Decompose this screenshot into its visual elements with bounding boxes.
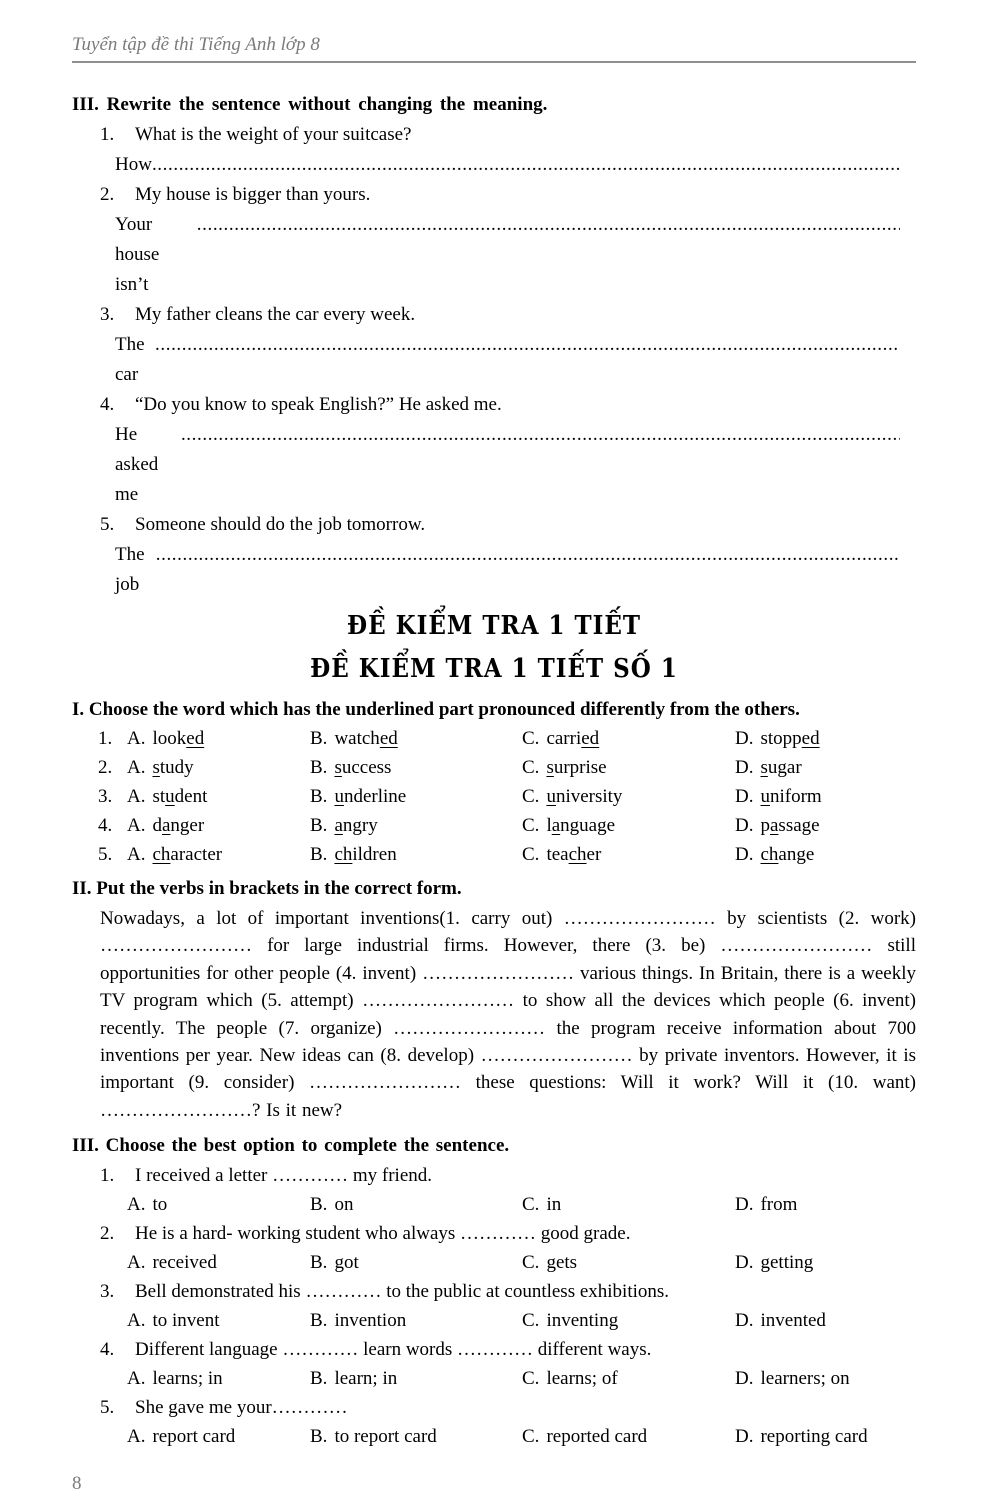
page-number: 8 bbox=[72, 1473, 82, 1495]
pronunciation-option bbox=[735, 811, 916, 840]
option-word: teacher bbox=[546, 844, 602, 865]
question-stem: Different language ………… learn words ………… different ways. bbox=[135, 1339, 652, 1361]
question-number: 4. bbox=[98, 815, 113, 836]
answer-line bbox=[115, 540, 900, 600]
answer-line bbox=[115, 330, 900, 390]
mcq-question bbox=[72, 1393, 916, 1451]
option-text: from bbox=[760, 1194, 798, 1216]
mcq-option bbox=[522, 1306, 735, 1335]
pronunciation-row bbox=[98, 782, 916, 811]
option-text: received bbox=[152, 1252, 217, 1274]
option-label: C. bbox=[522, 1426, 540, 1448]
option-text: reported card bbox=[546, 1426, 648, 1448]
pronunciation-option bbox=[127, 724, 310, 753]
option-label: C. bbox=[522, 1310, 540, 1332]
option-label: C. bbox=[522, 844, 540, 865]
question-stem-line bbox=[72, 1277, 916, 1306]
option-word: study bbox=[152, 757, 194, 778]
option-text: learns; of bbox=[546, 1368, 618, 1390]
question-sentence: My father cleans the car every week. bbox=[135, 304, 416, 325]
question-stem-line bbox=[72, 1161, 916, 1190]
pronunciation-row bbox=[98, 811, 916, 840]
test-title: ĐỀ KIỂM TRA 1 TIẾT bbox=[347, 610, 641, 641]
dotted-leader bbox=[152, 150, 900, 180]
option-label: D. bbox=[735, 757, 754, 778]
dotted-leader bbox=[155, 330, 900, 390]
question-number: 4. bbox=[100, 394, 115, 415]
mcq-option bbox=[310, 1306, 522, 1335]
question-number: 5. bbox=[98, 844, 113, 865]
rewrite-section bbox=[72, 90, 916, 600]
option-text: invention bbox=[334, 1310, 407, 1332]
option-label: C. bbox=[522, 1252, 540, 1274]
option-label: A. bbox=[127, 757, 146, 778]
book-title: Tuyển tập đề thi Tiếng Anh lớp 8 bbox=[72, 34, 320, 55]
pronunciation-option bbox=[127, 782, 310, 811]
options-row bbox=[127, 1306, 916, 1335]
option-text: got bbox=[334, 1252, 359, 1274]
mcq-question bbox=[72, 1161, 916, 1219]
option-word: character bbox=[152, 844, 223, 865]
option-text: report card bbox=[152, 1426, 236, 1448]
pronunciation-option bbox=[735, 782, 916, 811]
rewrite-item bbox=[72, 180, 916, 210]
pronunciation-option bbox=[127, 753, 310, 782]
option-label: B. bbox=[310, 757, 328, 778]
option-word: angry bbox=[334, 815, 378, 836]
option-word: passage bbox=[760, 815, 820, 836]
dotted-leader bbox=[156, 540, 900, 600]
option-label: D. bbox=[735, 786, 754, 807]
pronunciation-option bbox=[735, 753, 916, 782]
question-number: 3. bbox=[100, 1281, 115, 1303]
rewrite-item bbox=[72, 120, 916, 150]
options-row bbox=[127, 1190, 916, 1219]
question-number: 3. bbox=[98, 786, 113, 807]
question-number: 3. bbox=[100, 304, 115, 325]
pronunciation-option bbox=[127, 840, 310, 869]
question-stem: She gave me your………… bbox=[135, 1397, 348, 1419]
option-label: D. bbox=[735, 1310, 754, 1332]
mcq-option bbox=[310, 1248, 522, 1277]
verbs-section bbox=[72, 874, 916, 1124]
answer-stem: How bbox=[115, 154, 152, 175]
option-label: A. bbox=[127, 1194, 146, 1216]
option-word: success bbox=[334, 757, 392, 778]
option-label: C. bbox=[522, 728, 540, 749]
pronunciation-option bbox=[310, 782, 522, 811]
option-label: A. bbox=[127, 1252, 146, 1274]
option-label: A. bbox=[127, 1426, 146, 1448]
option-label: B. bbox=[310, 1310, 328, 1332]
option-word: carried bbox=[546, 728, 600, 749]
options-row bbox=[127, 1364, 916, 1393]
option-word: surprise bbox=[546, 757, 607, 778]
mcq-option bbox=[735, 1190, 916, 1219]
dotted-leader bbox=[181, 420, 900, 510]
options-row bbox=[127, 1422, 916, 1451]
option-text: getting bbox=[760, 1252, 814, 1274]
option-word: stopped bbox=[760, 728, 820, 749]
option-label: A. bbox=[127, 1310, 146, 1332]
option-label: A. bbox=[127, 728, 146, 749]
question-number: 5. bbox=[100, 1397, 115, 1419]
option-label: D. bbox=[735, 1368, 754, 1390]
mcq-option bbox=[310, 1422, 522, 1451]
option-label: B. bbox=[310, 786, 328, 807]
mcq-section-heading: III. Choose the best option to complete the sentence. bbox=[72, 1135, 510, 1157]
pronunciation-option bbox=[522, 724, 735, 753]
option-text: to invent bbox=[152, 1310, 220, 1332]
mcq-option bbox=[127, 1248, 310, 1277]
option-word: language bbox=[546, 815, 616, 836]
option-word: looked bbox=[152, 728, 205, 749]
pronunciation-section-heading: I. Choose the word which has the underlined part pronounced differently from the others. bbox=[72, 699, 800, 720]
option-word: university bbox=[546, 786, 623, 807]
pronunciation-row bbox=[98, 724, 916, 753]
option-text: in bbox=[546, 1194, 562, 1216]
question-number: 1. bbox=[100, 124, 115, 145]
question-number: 2. bbox=[100, 184, 115, 205]
answer-stem: The car bbox=[115, 334, 145, 385]
option-label: C. bbox=[522, 1368, 540, 1390]
mcq-option bbox=[735, 1306, 916, 1335]
pronunciation-row bbox=[98, 753, 916, 782]
question-sentence: My house is bigger than yours. bbox=[135, 184, 371, 205]
answer-line bbox=[115, 150, 900, 180]
option-word: watched bbox=[334, 728, 398, 749]
answer-stem: He asked me bbox=[115, 424, 159, 505]
mcq-option bbox=[127, 1364, 310, 1393]
option-label: D. bbox=[735, 844, 754, 865]
question-number: 2. bbox=[100, 1223, 115, 1245]
option-text: reporting card bbox=[760, 1426, 868, 1448]
pronunciation-option bbox=[310, 811, 522, 840]
option-label: B. bbox=[310, 1194, 328, 1216]
pronunciation-row bbox=[98, 840, 916, 869]
rewrite-item bbox=[72, 510, 916, 540]
mcq-option bbox=[522, 1422, 735, 1451]
running-header bbox=[72, 34, 916, 63]
dotted-leader bbox=[197, 210, 900, 300]
option-text: to bbox=[152, 1194, 168, 1216]
option-text: learns; in bbox=[152, 1368, 223, 1390]
answer-stem: Your house isn’t bbox=[115, 214, 160, 295]
option-word: uniform bbox=[760, 786, 822, 807]
option-label: A. bbox=[127, 1368, 146, 1390]
answer-line bbox=[115, 210, 900, 300]
mcq-option bbox=[735, 1248, 916, 1277]
mcq-option bbox=[735, 1364, 916, 1393]
question-sentence: What is the weight of your suitcase? bbox=[135, 124, 412, 145]
option-text: inventing bbox=[546, 1310, 619, 1332]
option-label: D. bbox=[735, 728, 754, 749]
option-word: sugar bbox=[760, 757, 802, 778]
question-stem: He is a hard- working student who always ………… good grade. bbox=[135, 1223, 631, 1245]
mcq-option bbox=[127, 1306, 310, 1335]
answer-stem: The job bbox=[115, 544, 145, 595]
question-number: 2. bbox=[98, 757, 113, 778]
rewrite-item bbox=[72, 390, 916, 420]
option-label: A. bbox=[127, 786, 146, 807]
answer-line bbox=[115, 420, 900, 510]
pronunciation-option bbox=[522, 753, 735, 782]
option-label: C. bbox=[522, 757, 540, 778]
question-sentence: Someone should do the job tomorrow. bbox=[135, 514, 426, 535]
mcq-option bbox=[127, 1190, 310, 1219]
pronunciation-option bbox=[310, 840, 522, 869]
rewrite-item bbox=[72, 300, 916, 330]
question-stem-line bbox=[72, 1219, 916, 1248]
mcq-question bbox=[72, 1219, 916, 1277]
mcq-option bbox=[522, 1190, 735, 1219]
option-label: B. bbox=[310, 1252, 328, 1274]
pronunciation-option bbox=[310, 724, 522, 753]
test-title-block bbox=[72, 610, 916, 684]
question-stem: I received a letter ………… my friend. bbox=[135, 1165, 433, 1187]
question-stem-line bbox=[72, 1335, 916, 1364]
mcq-option bbox=[127, 1422, 310, 1451]
option-label: D. bbox=[735, 1252, 754, 1274]
option-label: C. bbox=[522, 815, 540, 836]
pronunciation-option bbox=[522, 811, 735, 840]
pronunciation-option bbox=[522, 840, 735, 869]
test-subtitle: ĐỀ KIỂM TRA 1 TIẾT SỐ 1 bbox=[310, 653, 678, 684]
option-label: B. bbox=[310, 815, 328, 836]
question-number: 1. bbox=[100, 1165, 115, 1187]
option-label: B. bbox=[310, 844, 328, 865]
mcq-section bbox=[72, 1131, 916, 1451]
options-row bbox=[127, 1248, 916, 1277]
option-word: student bbox=[152, 786, 208, 807]
option-label: C. bbox=[522, 786, 540, 807]
question-number: 4. bbox=[100, 1339, 115, 1361]
option-label: B. bbox=[310, 1368, 328, 1390]
pronunciation-option bbox=[127, 811, 310, 840]
option-label: B. bbox=[310, 728, 328, 749]
pronunciation-option bbox=[522, 782, 735, 811]
gap-fill-paragraph: Nowadays, a lot of important inventions(1. carry out) …………………… by scientists (2. work) …………………… for large industrial firms. However, there (3. be) …………………… still opportunities for other people (4. invent) …………………… various things. In Britain, there is a weekly TV program which (5. attempt) …………………… to show all the devices which people (6. invent) recently. The people (7. organize) …………………… the program receive information about 700 inventions per year. New ideas can (8. develop) …………………… by private inventors. However, it is important (9. consider) …………………… these questions: Will it work? Will it (10. want) ……………………? Is it new? bbox=[100, 908, 916, 1121]
verbs-section-heading: II. Put the verbs in brackets in the correct form. bbox=[72, 878, 462, 899]
mcq-question bbox=[72, 1335, 916, 1393]
pronunciation-option bbox=[735, 724, 916, 753]
question-stem-line bbox=[72, 1393, 916, 1422]
option-text: gets bbox=[546, 1252, 578, 1274]
option-text: to report card bbox=[334, 1426, 437, 1448]
mcq-option bbox=[310, 1190, 522, 1219]
mcq-option bbox=[522, 1248, 735, 1277]
pronunciation-option bbox=[735, 840, 916, 869]
option-label: C. bbox=[522, 1194, 540, 1216]
question-number: 1. bbox=[98, 728, 113, 749]
option-word: children bbox=[334, 844, 397, 865]
mcq-option bbox=[522, 1364, 735, 1393]
question-stem: Bell demonstrated his ………… to the public at countless exhibitions. bbox=[135, 1281, 670, 1303]
option-text: on bbox=[334, 1194, 354, 1216]
rewrite-section-heading: III. Rewrite the sentence without changing the meaning. bbox=[72, 94, 548, 115]
option-text: invented bbox=[760, 1310, 826, 1332]
option-label: D. bbox=[735, 1194, 754, 1216]
option-label: D. bbox=[735, 1426, 754, 1448]
option-word: change bbox=[760, 844, 815, 865]
option-label: D. bbox=[735, 815, 754, 836]
question-number: 5. bbox=[100, 514, 115, 535]
pronunciation-option bbox=[310, 753, 522, 782]
option-word: underline bbox=[334, 786, 407, 807]
option-text: learn; in bbox=[334, 1368, 398, 1390]
option-text: learners; on bbox=[760, 1368, 850, 1390]
option-label: A. bbox=[127, 815, 146, 836]
option-label: A. bbox=[127, 844, 146, 865]
option-word: danger bbox=[152, 815, 205, 836]
mcq-question bbox=[72, 1277, 916, 1335]
mcq-option bbox=[735, 1422, 916, 1451]
option-label: B. bbox=[310, 1426, 328, 1448]
pronunciation-section bbox=[72, 695, 916, 869]
question-sentence: “Do you know to speak English?” He asked me. bbox=[135, 394, 502, 415]
mcq-option bbox=[310, 1364, 522, 1393]
